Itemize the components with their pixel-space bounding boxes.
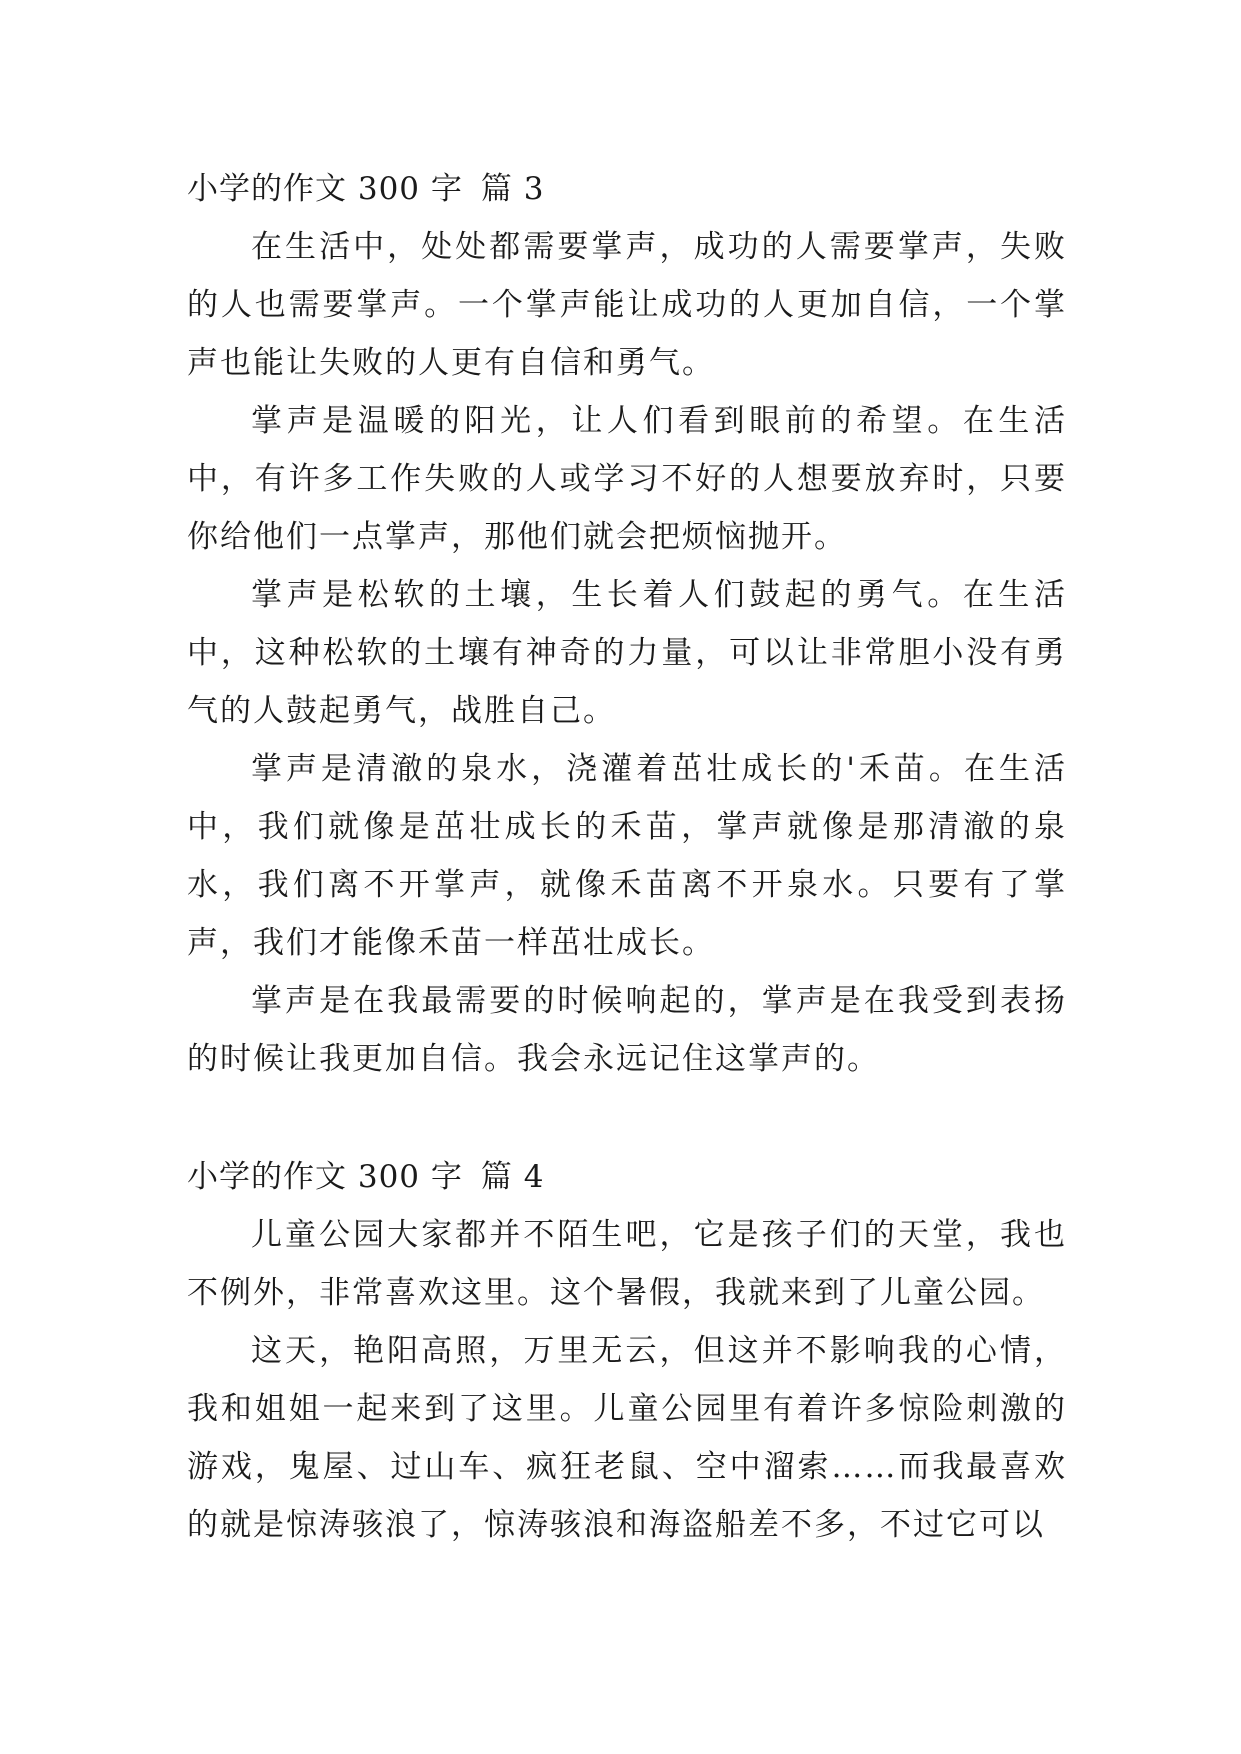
paragraph: 在生活中，处处都需要掌声，成功的人需要掌声，失败的人也需要掌声。一个掌声能让成功的人更加自信，一个掌声也能让失败的人更有自信和勇气。	[187, 229, 1067, 381]
paragraph: 掌声是清澈的泉水，浇灌着茁壮成长的'禾苗。在生活中，我们就像是茁壮成长的禾苗，掌声就像是那清澈的泉水，我们离不开掌声，就像禾苗离不开泉水。只要有了掌声，我们才能像禾苗一样茁壮成长。	[187, 751, 1067, 961]
paragraph: 这天，艳阳高照，万里无云，但这并不影响我的心情，我和姐姐一起来到了这里。儿童公园里有着许多惊险刺激的游戏，鬼屋、过山车、疯狂老鼠、空中溜索……而我最喜欢的就是惊涛骇浪了，惊涛骇浪和海盗船差不多，不过它可以	[187, 1333, 1067, 1543]
heading-title: 小学的作文 300 字	[187, 1159, 463, 1195]
paragraph: 掌声是温暖的阳光，让人们看到眼前的希望。在生活中，有许多工作失败的人或学习不好的人想要放弃时，只要你给他们一点掌声，那他们就会把烦恼抛开。	[187, 403, 1067, 555]
section-heading	[187, 160, 1067, 218]
paragraph: 儿童公园大家都并不陌生吧，它是孩子们的天堂，我也不例外，非常喜欢这里。这个暑假，我就来到了儿童公园。	[187, 1217, 1067, 1311]
heading-suffix: 篇 3	[480, 171, 545, 207]
heading-title: 小学的作文 300 字	[187, 171, 463, 207]
section-heading	[187, 1148, 1067, 1206]
section-gap	[187, 1088, 1067, 1148]
document-body	[187, 160, 1067, 1554]
essay-section-4	[187, 1148, 1067, 1554]
paragraph: 掌声是在我最需要的时候响起的，掌声是在我受到表扬的时候让我更加自信。我会永远记住这掌声的。	[187, 983, 1067, 1077]
heading-suffix: 篇 4	[480, 1159, 545, 1195]
essay-section-3	[187, 160, 1067, 1088]
paragraph: 掌声是松软的土壤，生长着人们鼓起的勇气。在生活中，这种松软的土壤有神奇的力量，可以让非常胆小没有勇气的人鼓起勇气，战胜自己。	[187, 577, 1067, 729]
